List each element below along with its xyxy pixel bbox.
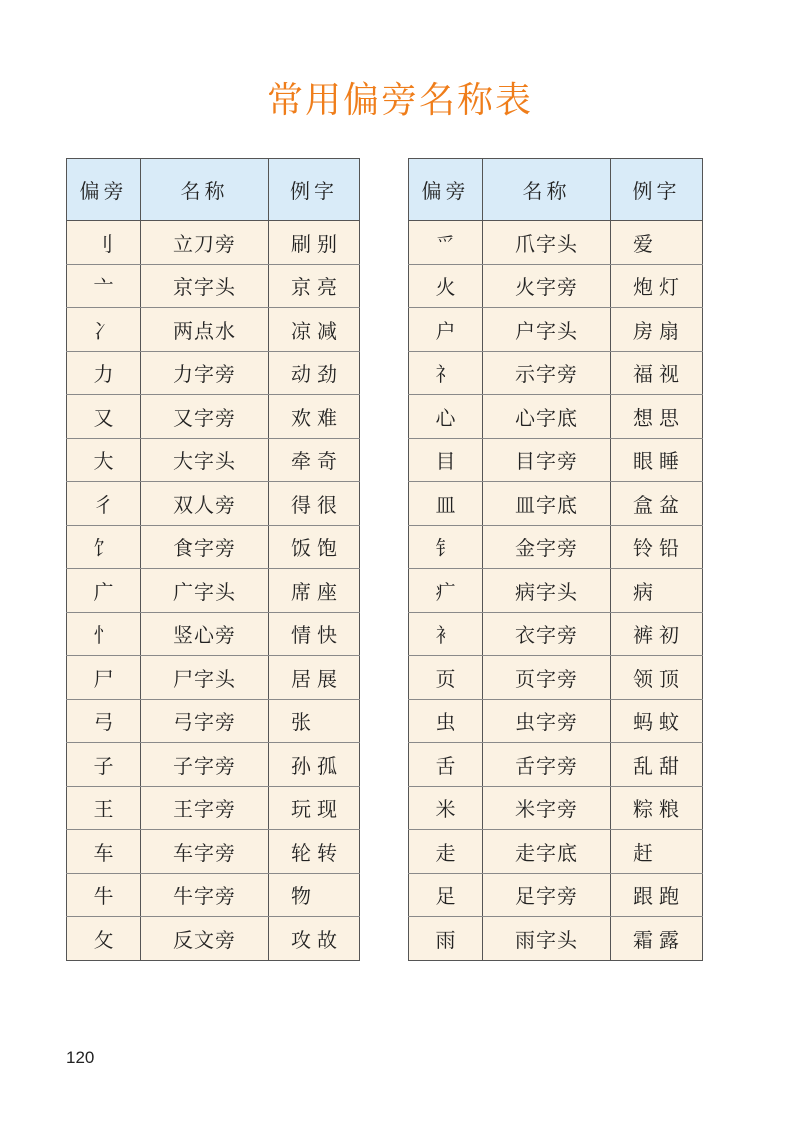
radical-cell: 户 — [409, 308, 483, 352]
radical-cell: 王 — [67, 786, 141, 830]
radical-name-cell: 子字旁 — [141, 743, 269, 787]
table-row — [67, 264, 360, 308]
radical-cell: 足 — [409, 873, 483, 917]
example-chars-cell: 牵奇 — [269, 438, 360, 482]
radical-name-cell: 目字旁 — [483, 438, 611, 482]
radical-name-cell: 皿字底 — [483, 482, 611, 526]
radical-cell: 米 — [409, 786, 483, 830]
example-chars-cell: 张 — [269, 699, 360, 743]
radical-cell: 疒 — [409, 569, 483, 613]
example-chars-cell: 裤初 — [611, 612, 703, 656]
table-row — [67, 873, 360, 917]
table-row — [409, 743, 703, 787]
radical-cell: 车 — [67, 830, 141, 874]
example-chars-cell: 炮灯 — [611, 264, 703, 308]
radical-name-cell: 反文旁 — [141, 917, 269, 961]
radical-name-cell: 车字旁 — [141, 830, 269, 874]
table-row — [409, 438, 703, 482]
radical-name-cell: 竖心旁 — [141, 612, 269, 656]
radical-cell: 尸 — [67, 656, 141, 700]
radical-cell: 心 — [409, 395, 483, 439]
example-chars-cell: 欢难 — [269, 395, 360, 439]
header-name: 名称 — [483, 159, 611, 221]
example-chars-cell: 玩现 — [269, 786, 360, 830]
radical-cell: 弓 — [67, 699, 141, 743]
example-chars-cell: 粽粮 — [611, 786, 703, 830]
example-chars-cell: 席座 — [269, 569, 360, 613]
example-chars-cell: 轮转 — [269, 830, 360, 874]
radical-name-cell: 页字旁 — [483, 656, 611, 700]
example-chars-cell: 动劲 — [269, 351, 360, 395]
example-chars-cell: 刷别 — [269, 221, 360, 265]
example-chars-cell: 饭饱 — [269, 525, 360, 569]
table-row — [67, 308, 360, 352]
radical-cell: 大 — [67, 438, 141, 482]
example-chars-cell: 领顶 — [611, 656, 703, 700]
table-row — [67, 656, 360, 700]
table-row — [67, 395, 360, 439]
table-row — [409, 351, 703, 395]
radical-name-cell: 立刀旁 — [141, 221, 269, 265]
example-chars-cell: 铃铅 — [611, 525, 703, 569]
table-row — [67, 699, 360, 743]
example-chars-cell: 爱 — [611, 221, 703, 265]
table-row — [409, 308, 703, 352]
radical-name-cell: 食字旁 — [141, 525, 269, 569]
radical-cell: 饣 — [67, 525, 141, 569]
example-chars-cell: 京亮 — [269, 264, 360, 308]
table-row — [67, 786, 360, 830]
radical-cell: 衤 — [409, 612, 483, 656]
table-row — [67, 221, 360, 265]
radical-cell: 目 — [409, 438, 483, 482]
example-chars-cell: 眼睡 — [611, 438, 703, 482]
example-chars-cell: 物 — [269, 873, 360, 917]
example-chars-cell: 孙孤 — [269, 743, 360, 787]
radical-name-cell: 户字头 — [483, 308, 611, 352]
radical-cell: 冫 — [67, 308, 141, 352]
radical-name-cell: 广字头 — [141, 569, 269, 613]
example-chars-cell: 房扇 — [611, 308, 703, 352]
radical-cell: 钅 — [409, 525, 483, 569]
radical-name-cell: 牛字旁 — [141, 873, 269, 917]
example-chars-cell: 凉减 — [269, 308, 360, 352]
table-row — [409, 612, 703, 656]
radical-name-cell: 弓字旁 — [141, 699, 269, 743]
example-chars-cell: 霜露 — [611, 917, 703, 961]
page-title: 常用偏旁名称表 — [266, 80, 533, 121]
header-examples: 例字 — [611, 159, 703, 221]
page-number: 120 — [66, 1048, 95, 1067]
radical-name-cell: 示字旁 — [483, 351, 611, 395]
radical-table-left — [66, 158, 360, 961]
table-header-row — [67, 159, 360, 221]
radical-cell: 虫 — [409, 699, 483, 743]
radical-name-cell: 雨字头 — [483, 917, 611, 961]
radical-cell: 走 — [409, 830, 483, 874]
radical-name-cell: 力字旁 — [141, 351, 269, 395]
table-row — [409, 221, 703, 265]
table-row — [67, 830, 360, 874]
table-row — [67, 525, 360, 569]
radical-name-cell: 尸字头 — [141, 656, 269, 700]
radical-cell: 页 — [409, 656, 483, 700]
radical-cell: 攵 — [67, 917, 141, 961]
radical-name-cell: 米字旁 — [483, 786, 611, 830]
radical-name-cell: 又字旁 — [141, 395, 269, 439]
radical-cell: 牛 — [67, 873, 141, 917]
example-chars-cell: 跟跑 — [611, 873, 703, 917]
example-chars-cell: 盒盆 — [611, 482, 703, 526]
table-row — [409, 395, 703, 439]
table-row — [409, 482, 703, 526]
radical-name-cell: 双人旁 — [141, 482, 269, 526]
radical-name-cell: 走字底 — [483, 830, 611, 874]
table-row — [409, 873, 703, 917]
radical-cell: 亠 — [67, 264, 141, 308]
table-row — [67, 612, 360, 656]
example-chars-cell: 赶 — [611, 830, 703, 874]
table-row — [409, 699, 703, 743]
radical-cell: 爫 — [409, 221, 483, 265]
table-row — [67, 743, 360, 787]
radical-name-cell: 足字旁 — [483, 873, 611, 917]
radical-cell: 忄 — [67, 612, 141, 656]
example-chars-cell: 攻故 — [269, 917, 360, 961]
example-chars-cell: 想思 — [611, 395, 703, 439]
header-name: 名称 — [141, 159, 269, 221]
radical-cell: 雨 — [409, 917, 483, 961]
example-chars-cell: 居展 — [269, 656, 360, 700]
header-radical: 偏旁 — [67, 159, 141, 221]
radical-cell: 皿 — [409, 482, 483, 526]
example-chars-cell: 蚂蚊 — [611, 699, 703, 743]
radical-name-cell: 病字头 — [483, 569, 611, 613]
example-chars-cell: 得很 — [269, 482, 360, 526]
radical-name-cell: 衣字旁 — [483, 612, 611, 656]
radical-name-cell: 两点水 — [141, 308, 269, 352]
radical-cell: 礻 — [409, 351, 483, 395]
example-chars-cell: 乱甜 — [611, 743, 703, 787]
radical-name-cell: 心字底 — [483, 395, 611, 439]
table-row — [67, 917, 360, 961]
header-examples: 例字 — [269, 159, 360, 221]
radical-cell: 彳 — [67, 482, 141, 526]
table-row — [409, 656, 703, 700]
radical-cell: 又 — [67, 395, 141, 439]
radical-name-cell: 京字头 — [141, 264, 269, 308]
table-row — [67, 569, 360, 613]
table-row — [409, 525, 703, 569]
table-row — [67, 438, 360, 482]
radical-cell: 广 — [67, 569, 141, 613]
table-row — [67, 482, 360, 526]
radical-cell: 舌 — [409, 743, 483, 787]
table-row — [409, 786, 703, 830]
radical-name-cell: 舌字旁 — [483, 743, 611, 787]
radical-name-cell: 大字头 — [141, 438, 269, 482]
table-row — [409, 264, 703, 308]
radical-cell: 子 — [67, 743, 141, 787]
radical-cell: 力 — [67, 351, 141, 395]
table-row — [409, 830, 703, 874]
table-row — [409, 569, 703, 613]
radical-name-cell: 虫字旁 — [483, 699, 611, 743]
radical-name-cell: 王字旁 — [141, 786, 269, 830]
table-row — [67, 351, 360, 395]
radical-cell: 火 — [409, 264, 483, 308]
radical-cell: 刂 — [67, 221, 141, 265]
table-row — [409, 917, 703, 961]
radical-table-right — [408, 158, 703, 961]
example-chars-cell: 情快 — [269, 612, 360, 656]
example-chars-cell: 病 — [611, 569, 703, 613]
table-header-row — [409, 159, 703, 221]
radical-name-cell: 火字旁 — [483, 264, 611, 308]
radical-name-cell: 爪字头 — [483, 221, 611, 265]
header-radical: 偏旁 — [409, 159, 483, 221]
example-chars-cell: 福视 — [611, 351, 703, 395]
radical-name-cell: 金字旁 — [483, 525, 611, 569]
